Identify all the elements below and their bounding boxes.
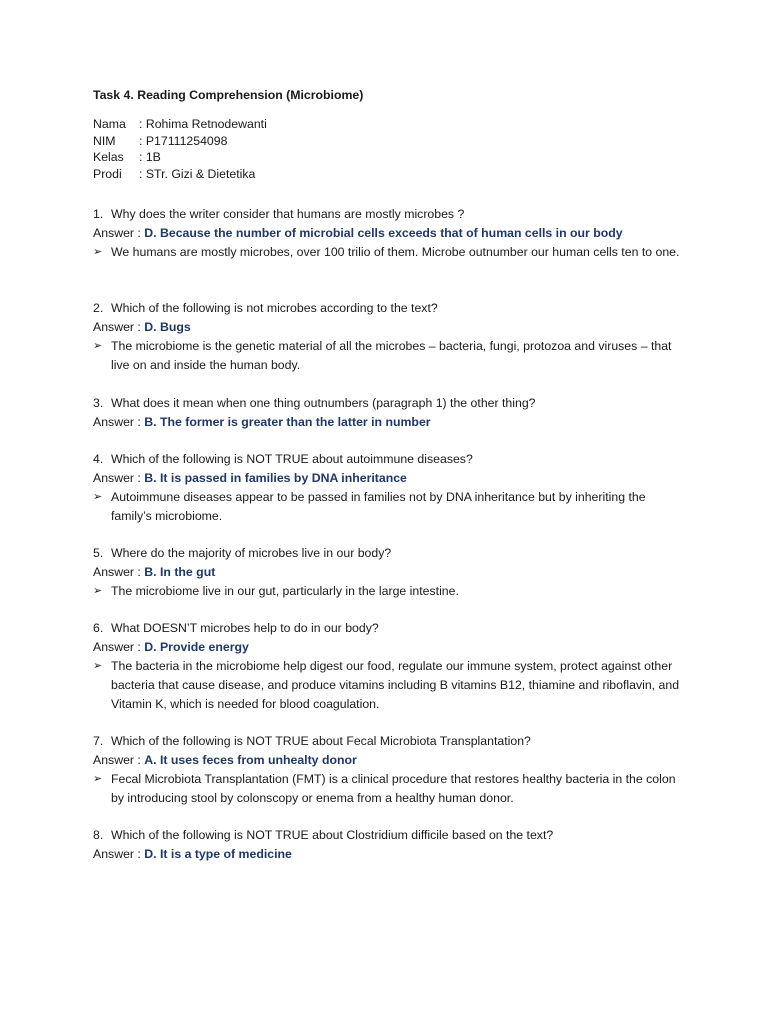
arrow-bullet-icon: ➢ xyxy=(93,246,103,258)
info-row-prodi xyxy=(93,166,267,183)
explanation-text: We humans are mostly microbes, over 100 trilio of them. Microbe outnumber our human cells ten to one. xyxy=(111,245,680,259)
info-value: : STr. Gizi & Dietetika xyxy=(139,166,256,181)
qa-item-3 xyxy=(93,394,683,432)
answer xyxy=(93,224,683,243)
info-label: Kelas xyxy=(93,150,124,164)
question xyxy=(93,544,683,563)
info-row-nim xyxy=(93,133,267,150)
explanation xyxy=(93,488,683,526)
answer-label: Answer : xyxy=(93,847,145,861)
explanation-text: Fecal Microbiota Transplantation (FMT) is a clinical procedure that restores healthy bacteria in the colon by introducing stool by colonscopy or enema from a healthy human donor. xyxy=(111,772,676,805)
qa-item-7 xyxy=(93,732,683,808)
info-row-kelas xyxy=(93,149,267,166)
answer-text: D. Provide energy xyxy=(144,640,249,654)
qa-item-5 xyxy=(93,544,683,601)
answer-label: Answer : xyxy=(93,471,145,485)
info-value: : Rohima Retnodewanti xyxy=(139,117,267,131)
explanation-text: The microbiome live in our gut, particularly in the large intestine. xyxy=(111,584,459,598)
answer-text: B. In the gut xyxy=(144,565,216,579)
document-title: Task 4. Reading Comprehension (Microbiome) xyxy=(93,88,364,102)
arrow-bullet-icon: ➢ xyxy=(93,585,103,597)
arrow-bullet-icon: ➢ xyxy=(93,340,103,352)
answer-text: A. It uses feces from unhealty donor xyxy=(144,753,357,767)
qa-item-2 xyxy=(93,299,683,375)
explanation xyxy=(93,770,683,808)
question-text: Which of the following is NOT TRUE about Fecal Microbiota Transplantation? xyxy=(111,734,531,748)
question-number: 3. xyxy=(93,396,104,410)
question-number: 6. xyxy=(93,621,104,635)
question-text: Which of the following is NOT TRUE about autoimmune diseases? xyxy=(111,452,473,466)
question-number: 4. xyxy=(93,452,104,466)
question-text: What does it mean when one thing outnumbers (paragraph 1) the other thing? xyxy=(111,396,536,410)
explanation xyxy=(93,657,683,714)
question xyxy=(93,619,683,638)
info-row-nama xyxy=(93,116,267,133)
answer-text: D. Because the number of microbial cells exceeds that of human cells in our body xyxy=(144,226,623,240)
question-text: What DOESN’T microbes help to do in our body? xyxy=(111,621,379,635)
answer-text: B. The former is greater than the latter in number xyxy=(144,415,431,429)
student-info xyxy=(93,116,267,182)
answer xyxy=(93,638,683,657)
explanation-text: Autoimmune diseases appear to be passed in families not by DNA inheritance but by inheriting the family’s microbiome. xyxy=(111,490,646,523)
answer xyxy=(93,318,683,337)
info-label: Prodi xyxy=(93,166,122,181)
question xyxy=(93,732,683,751)
question-text: Which of the following is NOT TRUE about Clostridium difficile based on the text? xyxy=(111,828,554,842)
explanation xyxy=(93,243,683,262)
question-number: 8. xyxy=(93,828,104,842)
answer-label: Answer : xyxy=(93,753,145,767)
answer-label: Answer : xyxy=(93,320,145,334)
qa-item-6 xyxy=(93,619,683,714)
info-value: : P17111254098 xyxy=(139,133,228,148)
answer xyxy=(93,413,683,432)
question xyxy=(93,205,683,224)
explanation xyxy=(93,582,683,601)
question xyxy=(93,826,683,845)
answer xyxy=(93,751,683,770)
arrow-bullet-icon: ➢ xyxy=(93,660,103,672)
question-number: 2. xyxy=(93,301,104,315)
answer-text: D. Bugs xyxy=(144,320,191,334)
answer-label: Answer : xyxy=(93,640,145,654)
arrow-bullet-icon: ➢ xyxy=(93,491,103,503)
answer xyxy=(93,845,683,864)
question xyxy=(93,394,683,413)
answer-label: Answer : xyxy=(93,415,145,429)
explanation xyxy=(93,337,683,375)
info-label: NIM xyxy=(93,133,116,148)
answer xyxy=(93,469,683,488)
info-value: : 1B xyxy=(139,150,161,164)
answer-text: D. It is a type of medicine xyxy=(144,847,292,861)
qa-item-4 xyxy=(93,450,683,526)
qa-item-1 xyxy=(93,205,683,262)
question xyxy=(93,450,683,469)
info-label: Nama xyxy=(93,117,126,131)
explanation-text: The microbiome is the genetic material of all the microbes – bacteria, fungi, protozoa and viruses – that live on and inside the human body. xyxy=(111,339,672,372)
answer-label: Answer : xyxy=(93,226,145,240)
question-number: 7. xyxy=(93,734,104,748)
question-text: Why does the writer consider that humans are mostly microbes ? xyxy=(111,207,465,221)
answer-label: Answer : xyxy=(93,565,145,579)
explanation-text: The bacteria in the microbiome help digest our food, regulate our immune system, protect against other bacteria that cause disease, and produce vitamins including B vitamins B12, thiamine and riboflavin, and Vitamin K, which is needed for blood coagulation. xyxy=(111,659,680,711)
question-text: Which of the following is not microbes according to the text? xyxy=(111,301,438,315)
qa-item-8 xyxy=(93,826,683,864)
answer xyxy=(93,563,683,582)
question-number: 5. xyxy=(93,546,104,560)
answer-text: B. It is passed in families by DNA inheritance xyxy=(144,471,407,485)
arrow-bullet-icon: ➢ xyxy=(93,773,103,785)
question-number: 1. xyxy=(93,207,104,221)
question xyxy=(93,299,683,318)
question-text: Where do the majority of microbes live in our body? xyxy=(111,546,392,560)
